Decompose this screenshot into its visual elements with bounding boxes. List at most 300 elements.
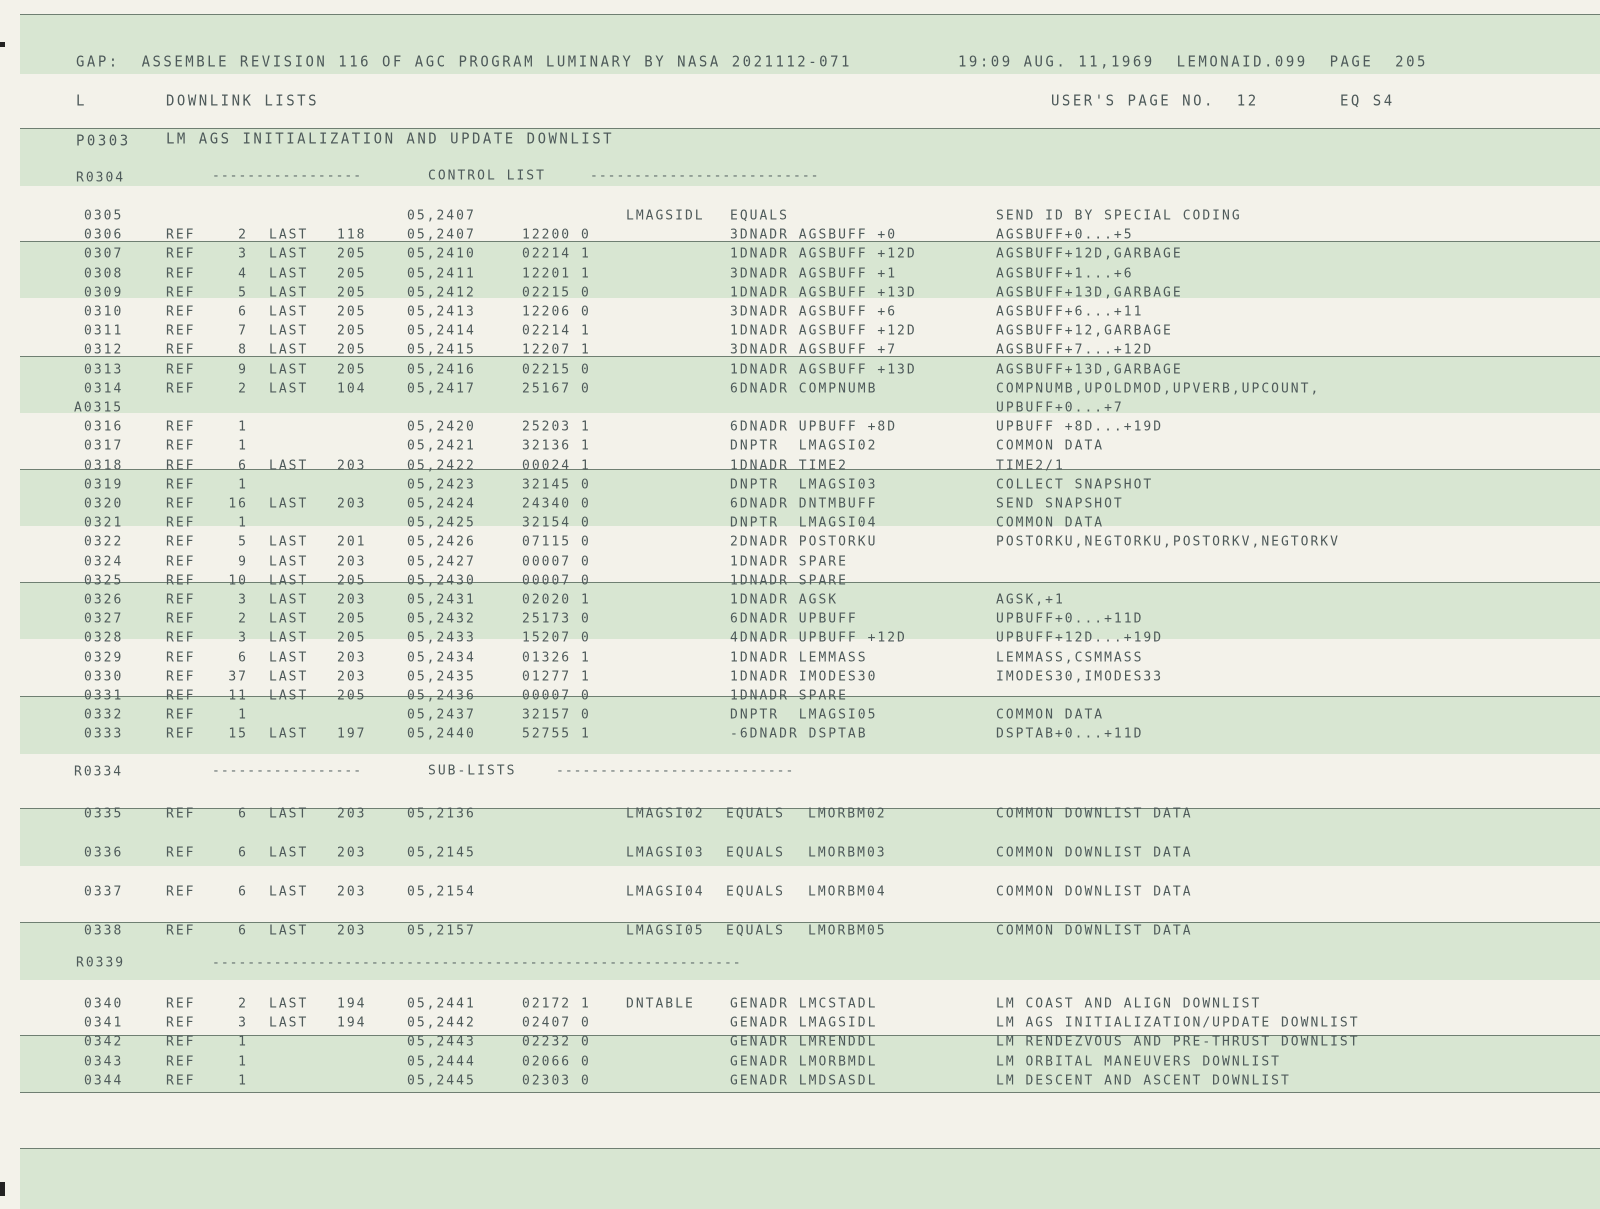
- comment: AGSBUFF+13D,GARBAGE: [996, 361, 1183, 378]
- last-page: 205: [337, 265, 367, 282]
- address: 05,2420: [407, 419, 476, 435]
- octal-code: 12206 0: [522, 304, 591, 320]
- ref-keyword: REF: [166, 572, 196, 589]
- ref-keyword: REF: [166, 688, 196, 704]
- address: 05,2407: [407, 208, 476, 224]
- ref-count: 16: [228, 496, 248, 512]
- eq-label: EQ S4: [1340, 93, 1395, 110]
- comment: COMMON DATA: [996, 438, 1105, 455]
- line-number: 0324: [84, 553, 124, 570]
- comment: COMMON DATA: [996, 515, 1105, 531]
- operation: EQUALS: [730, 208, 789, 224]
- ref-count: 2: [238, 611, 248, 627]
- comment: COMMON DOWNLIST DATA: [996, 923, 1193, 939]
- comment: COMMON DOWNLIST DATA: [996, 845, 1193, 861]
- address: 05,2437: [407, 707, 476, 723]
- operation: 2DNADR POSTORKU: [730, 534, 878, 551]
- last-keyword: LAST: [269, 806, 309, 822]
- ref-keyword: REF: [166, 496, 196, 512]
- comment: LEMMASS,CSMMASS: [996, 649, 1144, 666]
- line-number: 0319: [84, 476, 124, 493]
- operation: 6DNADR DNTMBUFF: [730, 496, 878, 512]
- last-page: 203: [337, 649, 367, 666]
- last-keyword: LAST: [269, 996, 309, 1012]
- line-number: 0344: [84, 1072, 124, 1089]
- line-number: 0340: [84, 996, 124, 1012]
- users-page-number: USER'S PAGE NO. 12: [1051, 93, 1259, 110]
- ref-keyword: REF: [166, 884, 196, 900]
- line-number: 0311: [84, 323, 124, 339]
- ref-keyword: REF: [166, 342, 196, 359]
- octal-code: 01277 1: [522, 668, 591, 685]
- ref-count: 11: [228, 688, 248, 704]
- last-page: 197: [337, 726, 367, 743]
- octal-code: 12207 1: [522, 342, 591, 359]
- address: 05,2430: [407, 572, 476, 589]
- header-code: L: [76, 93, 87, 110]
- operation: 3DNADR AGSBUFF +7: [730, 342, 898, 359]
- last-page: 203: [337, 845, 367, 861]
- comment: UPBUFF +8D...+19D: [996, 419, 1164, 435]
- operation: 1DNADR SPARE: [730, 572, 848, 589]
- octal-code: 32154 0: [522, 515, 591, 531]
- ref-count: 3: [238, 246, 248, 263]
- address: 05,2416: [407, 361, 476, 378]
- last-page: 205: [337, 284, 367, 301]
- line-number: 0330: [84, 668, 124, 685]
- operation: EQUALS: [726, 923, 785, 939]
- ref-count: 7: [238, 323, 248, 339]
- ref-count: 6: [238, 923, 248, 939]
- ref-count: 37: [228, 668, 248, 685]
- ref-keyword: REF: [166, 649, 196, 666]
- comment: COMMON DOWNLIST DATA: [996, 806, 1193, 822]
- address: 05,2445: [407, 1072, 476, 1089]
- operation: 6DNADR UPBUFF: [730, 611, 858, 627]
- ref-keyword: REF: [166, 515, 196, 531]
- octal-code: 15207 0: [522, 630, 591, 647]
- ref-keyword: REF: [166, 476, 196, 493]
- octal-code: 12201 1: [522, 265, 591, 282]
- ref-keyword: REF: [166, 668, 196, 685]
- ref-count: 1: [238, 419, 248, 435]
- operation: 3DNADR AGSBUFF +6: [730, 304, 898, 320]
- comment: SEND ID BY SPECIAL CODING: [996, 208, 1242, 224]
- line-number: 0306: [84, 227, 124, 243]
- operation: 1DNADR SPARE: [730, 688, 848, 704]
- line-number: 0337: [84, 884, 124, 900]
- comment: AGSBUFF+12,GARBAGE: [996, 323, 1173, 339]
- octal-code: 32157 0: [522, 707, 591, 723]
- ref-count: 6: [238, 457, 248, 474]
- last-page: 203: [337, 592, 367, 608]
- r0339-code: R0339: [76, 955, 126, 971]
- ref-count: 5: [238, 534, 248, 551]
- address: 05,2154: [407, 884, 476, 900]
- ref-keyword: REF: [166, 1034, 196, 1051]
- comment: AGSK,+1: [996, 592, 1065, 608]
- octal-code: 02066 0: [522, 1053, 591, 1070]
- last-page: 201: [337, 534, 367, 551]
- ref-keyword: REF: [166, 592, 196, 608]
- ref-count: 1: [238, 1034, 248, 1051]
- binding-hole-mark: [0, 42, 5, 47]
- ref-count: 1: [238, 1053, 248, 1070]
- address: 05,2410: [407, 246, 476, 263]
- equals-target: LMORBM03: [808, 845, 887, 861]
- header-title: DOWNLINK LISTS: [166, 93, 320, 110]
- line-number: 0336: [84, 845, 124, 861]
- address: 05,2444: [407, 1053, 476, 1070]
- line-number: 0305: [84, 208, 124, 224]
- control-list-code: R0304: [76, 170, 126, 186]
- ref-keyword: REF: [166, 726, 196, 743]
- octal-code: 02020 1: [522, 592, 591, 608]
- operation: DNPTR LMAGSI05: [730, 707, 878, 723]
- equals-target: LMORBM04: [808, 884, 887, 900]
- comment: COMMON DOWNLIST DATA: [996, 884, 1193, 900]
- address: 05,2421: [407, 438, 476, 455]
- last-page: 203: [337, 553, 367, 570]
- ref-keyword: REF: [166, 304, 196, 320]
- line-number: 0327: [84, 611, 124, 627]
- line-number: 0313: [84, 361, 124, 378]
- operation: 3DNADR AGSBUFF +0: [730, 227, 898, 243]
- last-keyword: LAST: [269, 845, 309, 861]
- ref-keyword: REF: [166, 380, 196, 397]
- address: 05,2443: [407, 1034, 476, 1051]
- octal-code: 00024 1: [522, 457, 591, 474]
- octal-code: 07115 0: [522, 534, 591, 551]
- line-number: 0341: [84, 1015, 124, 1031]
- octal-code: 32145 0: [522, 476, 591, 493]
- address: 05,2432: [407, 611, 476, 627]
- header-assembly-line: GAP: ASSEMBLE REVISION 116 OF AGC PROGRAM LUMINARY BY NASA 2021112-071: [76, 54, 852, 71]
- last-keyword: LAST: [269, 726, 309, 743]
- last-page: 104: [337, 380, 367, 397]
- control-list-heading: CONTROL LIST: [428, 168, 546, 184]
- last-keyword: LAST: [269, 323, 309, 339]
- comment: UPBUFF+0...+7: [996, 400, 1124, 416]
- ref-keyword: REF: [166, 806, 196, 822]
- operation: GENADR LMCSTADL: [730, 996, 878, 1012]
- ref-count: 2: [238, 996, 248, 1012]
- ref-keyword: REF: [166, 707, 196, 723]
- ref-count: 9: [238, 361, 248, 378]
- operation: DNPTR LMAGSI04: [730, 515, 878, 531]
- comment: LM DESCENT AND ASCENT DOWNLIST: [996, 1072, 1291, 1089]
- octal-code: 25167 0: [522, 380, 591, 397]
- ref-count: 3: [238, 1015, 248, 1031]
- last-keyword: LAST: [269, 668, 309, 685]
- comment: COMMON DATA: [996, 707, 1105, 723]
- address: 05,2434: [407, 649, 476, 666]
- address: 05,2440: [407, 726, 476, 743]
- ref-keyword: REF: [166, 996, 196, 1012]
- ref-count: 6: [238, 845, 248, 861]
- comment: IMODES30,IMODES33: [996, 668, 1164, 685]
- sublists-left-dashes: -----------------: [212, 763, 363, 779]
- ref-keyword: REF: [166, 845, 196, 861]
- operation: 1DNADR IMODES30: [730, 668, 878, 685]
- ref-keyword: REF: [166, 1015, 196, 1031]
- last-page: 194: [337, 996, 367, 1012]
- ref-keyword: REF: [166, 284, 196, 301]
- octal-code: 02407 0: [522, 1015, 591, 1031]
- last-keyword: LAST: [269, 380, 309, 397]
- last-keyword: LAST: [269, 457, 309, 474]
- last-keyword: LAST: [269, 592, 309, 608]
- symbol-label: DNTABLE: [626, 996, 695, 1012]
- comment: TIME2/1: [996, 457, 1065, 474]
- last-keyword: LAST: [269, 534, 309, 551]
- address: 05,2145: [407, 845, 476, 861]
- last-page: 205: [337, 572, 367, 589]
- last-keyword: LAST: [269, 649, 309, 666]
- last-keyword: LAST: [269, 611, 309, 627]
- operation: GENADR LMRENDDL: [730, 1034, 878, 1051]
- octal-code: 25173 0: [522, 611, 591, 627]
- comment: AGSBUFF+7...+12D: [996, 342, 1154, 359]
- line-number: 0331: [84, 688, 124, 704]
- line-number: 0329: [84, 649, 124, 666]
- address: 05,2425: [407, 515, 476, 531]
- address: 05,2412: [407, 284, 476, 301]
- last-page: 194: [337, 1015, 367, 1031]
- line-number: 0335: [84, 806, 124, 822]
- operation: 1DNADR SPARE: [730, 553, 848, 570]
- line-number: A0315: [74, 400, 124, 416]
- last-keyword: LAST: [269, 284, 309, 301]
- last-keyword: LAST: [269, 496, 309, 512]
- operation: EQUALS: [726, 845, 785, 861]
- last-page: 205: [337, 630, 367, 647]
- ref-keyword: REF: [166, 553, 196, 570]
- address: 05,2435: [407, 668, 476, 685]
- operation: 1DNADR AGSBUFF +12D: [730, 246, 917, 263]
- operation: 6DNADR COMPNUMB: [730, 380, 878, 397]
- octal-code: 00007 0: [522, 688, 591, 704]
- line-number: 0309: [84, 284, 124, 301]
- last-page: 205: [337, 342, 367, 359]
- ref-count: 9: [238, 553, 248, 570]
- line-number: 0338: [84, 923, 124, 939]
- last-page: 203: [337, 457, 367, 474]
- address: 05,2415: [407, 342, 476, 359]
- last-page: 205: [337, 246, 367, 263]
- ref-count: 6: [238, 304, 248, 320]
- operation: DNPTR LMAGSI02: [730, 438, 878, 455]
- control-list-right-dashes: --------------------------: [590, 168, 820, 184]
- line-number: 0318: [84, 457, 124, 474]
- line-number: 0312: [84, 342, 124, 359]
- ref-count: 1: [238, 1072, 248, 1089]
- ref-keyword: REF: [166, 323, 196, 339]
- address: 05,2136: [407, 806, 476, 822]
- last-page: 203: [337, 668, 367, 685]
- ref-count: 3: [238, 630, 248, 647]
- octal-code: 02232 0: [522, 1034, 591, 1051]
- comment: DSPTAB+0...+11D: [996, 726, 1144, 743]
- operation: DNPTR LMAGSI03: [730, 476, 878, 493]
- ref-keyword: REF: [166, 265, 196, 282]
- octal-code: 00007 0: [522, 553, 591, 570]
- ref-count: 5: [238, 284, 248, 301]
- ref-count: 3: [238, 592, 248, 608]
- last-keyword: LAST: [269, 923, 309, 939]
- operation: GENADR LMORBMDL: [730, 1053, 878, 1070]
- comment: SEND SNAPSHOT: [996, 496, 1124, 512]
- comment: AGSBUFF+0...+5: [996, 227, 1134, 243]
- comment: COMPNUMB,UPOLDMOD,UPVERB,UPCOUNT,: [996, 380, 1321, 397]
- address: 05,2423: [407, 476, 476, 493]
- operation: 1DNADR TIME2: [730, 457, 848, 474]
- last-keyword: LAST: [269, 304, 309, 320]
- address: 05,2436: [407, 688, 476, 704]
- address: 05,2414: [407, 323, 476, 339]
- operation: EQUALS: [726, 806, 785, 822]
- last-keyword: LAST: [269, 361, 309, 378]
- equals-target: LMORBM02: [808, 806, 887, 822]
- ref-count: 1: [238, 515, 248, 531]
- line-number: 0314: [84, 380, 124, 397]
- ref-count: 2: [238, 227, 248, 243]
- address: 05,2422: [407, 457, 476, 474]
- octal-code: 02214 1: [522, 246, 591, 263]
- ref-keyword: REF: [166, 534, 196, 551]
- ref-keyword: REF: [166, 923, 196, 939]
- line-number: 0333: [84, 726, 124, 743]
- ref-count: 8: [238, 342, 248, 359]
- ref-keyword: REF: [166, 419, 196, 435]
- ref-keyword: REF: [166, 227, 196, 243]
- comment: UPBUFF+0...+11D: [996, 611, 1144, 627]
- address: 05,2413: [407, 304, 476, 320]
- comment: AGSBUFF+12D,GARBAGE: [996, 246, 1183, 263]
- last-page: 203: [337, 496, 367, 512]
- operation: -6DNADR DSPTAB: [730, 726, 868, 743]
- symbol-label: LMAGSI03: [626, 845, 705, 861]
- last-page: 203: [337, 806, 367, 822]
- comment: LM ORBITAL MANEUVERS DOWNLIST: [996, 1053, 1281, 1070]
- octal-code: 32136 1: [522, 438, 591, 455]
- ref-count: 4: [238, 265, 248, 282]
- line-number: 0343: [84, 1053, 124, 1070]
- section-title: LM AGS INITIALIZATION AND UPDATE DOWNLIST: [166, 131, 615, 148]
- section-code: P0303: [76, 133, 131, 150]
- comment: LM COAST AND ALIGN DOWNLIST: [996, 996, 1262, 1012]
- operation: 1DNADR AGSBUFF +12D: [730, 323, 917, 339]
- sublists-code: R0334: [74, 764, 124, 780]
- octal-code: 24340 0: [522, 496, 591, 512]
- ref-count: 1: [238, 707, 248, 723]
- address: 05,2427: [407, 553, 476, 570]
- band-rule: [20, 1092, 1600, 1093]
- comment: UPBUFF+12D...+19D: [996, 630, 1164, 647]
- address: 05,2411: [407, 265, 476, 282]
- operation: GENADR LMAGSIDL: [730, 1015, 878, 1031]
- line-number: 0342: [84, 1034, 124, 1051]
- comment: LM RENDEZVOUS AND PRE-THRUST DOWNLIST: [996, 1034, 1360, 1051]
- operation: 1DNADR LEMMASS: [730, 649, 868, 666]
- ref-keyword: REF: [166, 630, 196, 647]
- last-keyword: LAST: [269, 265, 309, 282]
- line-number: 0320: [84, 496, 124, 512]
- line-number: 0308: [84, 265, 124, 282]
- ref-count: 10: [228, 572, 248, 589]
- symbol-label: LMAGSI05: [626, 923, 705, 939]
- ref-keyword: REF: [166, 611, 196, 627]
- last-keyword: LAST: [269, 227, 309, 243]
- comment: POSTORKU,NEGTORKU,POSTORKV,NEGTORKV: [996, 534, 1340, 551]
- operation: GENADR LMDSASDL: [730, 1072, 878, 1089]
- operation: 3DNADR AGSBUFF +1: [730, 265, 898, 282]
- last-page: 205: [337, 304, 367, 320]
- symbol-label: LMAGSI04: [626, 884, 705, 900]
- sublists-right-dashes: ---------------------------: [556, 763, 795, 779]
- ref-keyword: REF: [166, 438, 196, 455]
- octal-code: 12200 0: [522, 227, 591, 243]
- last-keyword: LAST: [269, 246, 309, 263]
- ref-keyword: REF: [166, 1053, 196, 1070]
- line-number: 0326: [84, 592, 124, 608]
- ref-keyword: REF: [166, 246, 196, 263]
- address: 05,2417: [407, 380, 476, 397]
- ref-keyword: REF: [166, 1072, 196, 1089]
- line-number: 0328: [84, 630, 124, 647]
- octal-code: 01326 1: [522, 649, 591, 666]
- operation: 1DNADR AGSK: [730, 592, 839, 608]
- octal-code: 02303 0: [522, 1072, 591, 1089]
- ref-count: 2: [238, 380, 248, 397]
- last-keyword: LAST: [269, 342, 309, 359]
- octal-code: 02172 1: [522, 996, 591, 1012]
- address: 05,2442: [407, 1015, 476, 1031]
- ref-count: 1: [238, 438, 248, 455]
- octal-code: 00007 0: [522, 572, 591, 589]
- sublists-heading: SUB-LISTS: [428, 763, 517, 779]
- last-page: 205: [337, 688, 367, 704]
- line-number: 0325: [84, 572, 124, 589]
- line-number: 0321: [84, 515, 124, 531]
- octal-code: 02214 1: [522, 323, 591, 339]
- r0339-dashes: ------------------------------------------------------------: [212, 955, 742, 971]
- operation: 1DNADR AGSBUFF +13D: [730, 284, 917, 301]
- line-number: 0317: [84, 438, 124, 455]
- last-page: 205: [337, 611, 367, 627]
- ref-keyword: REF: [166, 457, 196, 474]
- symbol-label: LMAGSI02: [626, 806, 705, 822]
- last-page: 118: [337, 227, 367, 243]
- last-keyword: LAST: [269, 884, 309, 900]
- octal-code: 02215 0: [522, 361, 591, 378]
- comment: AGSBUFF+6...+11: [996, 304, 1144, 320]
- address: 05,2157: [407, 923, 476, 939]
- equals-target: LMORBM05: [808, 923, 887, 939]
- binding-hole-mark: [0, 1182, 5, 1196]
- ref-count: 15: [228, 726, 248, 743]
- last-keyword: LAST: [269, 688, 309, 704]
- ref-count: 6: [238, 806, 248, 822]
- line-number: 0310: [84, 304, 124, 320]
- line-number: 0316: [84, 419, 124, 435]
- operation: EQUALS: [726, 884, 785, 900]
- last-page: 203: [337, 923, 367, 939]
- last-keyword: LAST: [269, 1015, 309, 1031]
- last-keyword: LAST: [269, 553, 309, 570]
- comment: AGSBUFF+13D,GARBAGE: [996, 284, 1183, 301]
- last-page: 205: [337, 361, 367, 378]
